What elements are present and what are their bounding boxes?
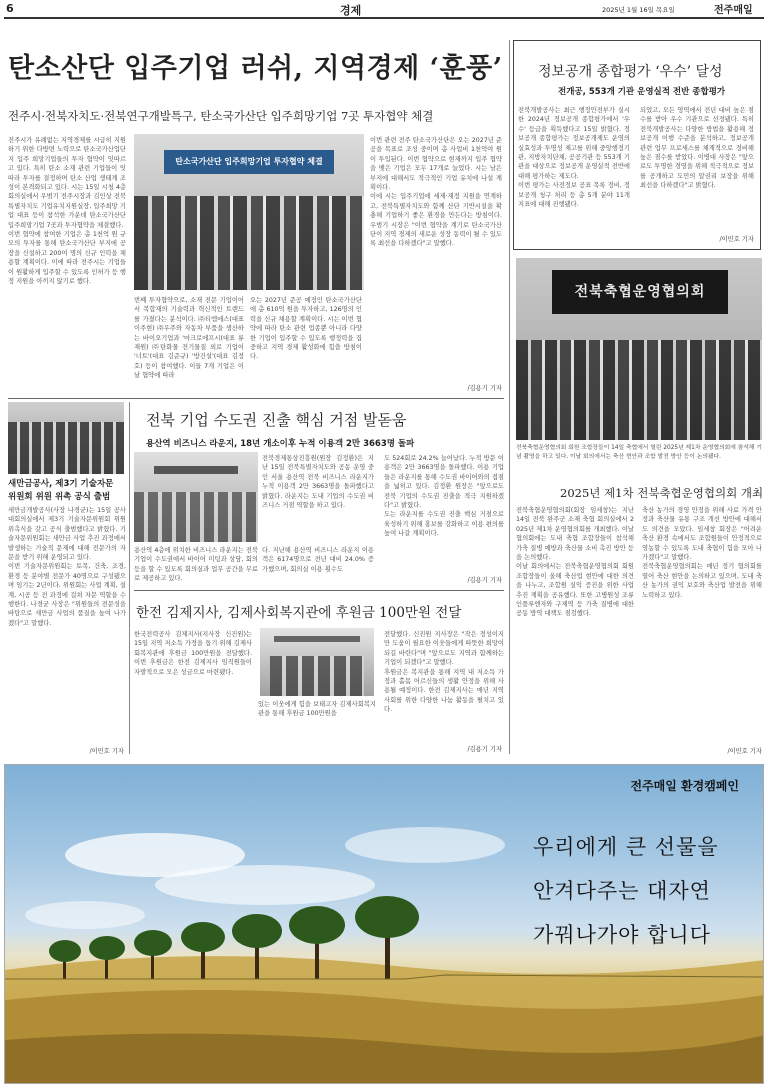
header-rule bbox=[4, 17, 764, 19]
article4-col2: 용산역 4층에 위치한 비즈니스 라운지는 전북 기업이 수도권에서 바이어 미팅과 상담, 회의 등을 할 수 있도록 회의실과 업무 공간을 무료로 제공하고 있다. bbox=[134, 547, 258, 583]
campaign-title: 전주매일 환경캠페인 bbox=[630, 779, 739, 793]
column-separator-left bbox=[129, 402, 130, 754]
campaign-line2: 안겨다주는 대자연 bbox=[533, 879, 711, 903]
article3-caption: 전북축협운영협의회 회원 조합장들이 14일 축협에서 열린 2025년 제1차 운영협의회에 참석해 기념 촬영을 하고 있다. 이날 회의에서는 축산 현안과 조합 발전 방안 등이 논의됐다. bbox=[516, 445, 762, 460]
article1-title: 탄소산단 입주기업 러쉬, 지역경제 ‘훈풍’ bbox=[8, 53, 503, 84]
campaign-ad bbox=[4, 764, 764, 1084]
article1-subtitle: 전주시·전북자치도·전북연구개발특구, 탄소국가산단 입주희망기업 7곳 투자협약 체결 bbox=[8, 109, 434, 123]
section-name: 경제 bbox=[340, 4, 362, 17]
article2-byline: /이민호 기자 bbox=[719, 236, 754, 243]
article2-col1: 전북개발공사는 최근 행정안전부가 실시한 2024년 정보공개 종합평가에서 '우수' 등급을 획득했다고 15일 밝혔다. 정보공개 종합평가는 정보공개제도 운영의 실효성과 투명성 제고를 위해 중앙행정기관, 지방자치단체, 공공기관 등 553개 기관을 대상으로 정보공개 운영실적 전반에 대해 평가하는 제도다. 이번 평가는 사전정보 공표 목록 정비, 정보공개 청구 처리 등 총 5개 분야 11개 지표에 대해 진행됐다. bbox=[518, 107, 630, 209]
article1-photo bbox=[134, 134, 364, 290]
article2-subtitle: 전개공, 553개 기관 운영실적 전반 종합평가 bbox=[558, 87, 726, 97]
article1-col4: 이번 관련 전주 탄소국가산단은 오는 2027년 준공을 목표로 조성 중이며 총 사업비 1천억여 원이 투입된다. 이번 협약으로 현재까지 입주 협약을 맺은 기업은 모두 17개로 늘었다. 시는 남은 부지에 대해서도 적극적인 기업 유치에 나설 계획이다. 이에 시는 입주기업에 세제·재정 지원을 연계하고, 전북특별자치도와 함께 산단 기반시설을 확충해 기업하기 좋은 환경을 만든다는 방침이다. 우범기 시장은 "이번 협약을 계기로 탄소국가산단이 지역 경제의 새로운 성장 동력이 될 수 있도록 최선을 다하겠다"고 말했다. bbox=[370, 137, 502, 248]
article2-col2: 되었고, 모든 영역에서 전년 대비 높은 점수를 받아 우수 기관으로 선정됐다. 특히 전북개발공사는 다양한 방법을 활용해 정보공개 이행 수준을 분석하고, 정보공개 관련 업무 프로세스를 체계적으로 정비해 높은 점수를 받았다. 이병대 사장은 "앞으로도 투명한 경영을 위해 적극적으로 정보를 공개하고 도민의 알권리 보장을 위해 최선을 다하겠다"고 밝혔다. bbox=[640, 107, 754, 190]
article1-col1: 전주시가 유례없는 지역경제를 시급히 지원하기 위한 다방면 노력으로 탄소국가산업단지 입주 희망기업들의 투자 협약이 잇따르고 있다. 특히 탄소 소재 관련 기업들이 잇따라 투자를 결정하며 탄소 산업 생태계 조성이 본격화되고 있다. 시는 15일 시청 4층 회의실에서 우범기 전주시장과 김인상 전북특별자치도 기업유치지원실장, 입주희망 기업 대표 등이 참석한 가운데 탄소국가산단 입주희망기업 7곳과 투자협약을 체결했다. 이번 협약에 참여한 기업은 총 1천억 원 규모의 투자를 통해 탄소국가산단 부지에 공장을 신설하고 200여 명의 신규 인력을 채용할 계획이다. 이에 따라 전주시는 기업들이 원활하게 입주할 수 있도록 인허가 등 행정 지원을 아끼지 않기로 했다. bbox=[8, 137, 126, 286]
article1-col2: 번째 투자협약으로, 소재 전문 기업이어서 복합재의 기술력과 혁신적인 트렌드를 가졌다는 분석이다. ㈜티엠에스(대표 이주현) ㈜우주와 자동차 부품을 생산하는 바이오기업과 '마크로에프시(대표 류재원) ㈜탄화물 전기물질 외로 기업이 '너트'(대표 김준규) '방건설'(대표 김정호) 등이 참여했다. 이들 7개 기업은 이날 협약에 따라 bbox=[134, 297, 244, 380]
article4-subtitle: 용산역 비즈니스 라운지, 18년 개소이후 누적 이용객 2만 3663명 돌파 bbox=[146, 439, 415, 449]
article3-title: 2025년 제1차 전북축협운영협의회 개최 bbox=[560, 486, 764, 500]
article4-col4: 도 524회로 24.2% 늘어났다. 누적 방문 이용객은 2만 3663명을 돌파했다. 이용 기업들은 라운지를 통해 수도권 바이어와의 접점을 넓히고 있다. 김정환 원장은 "앞으로도 전북 기업의 수도권 진출을 적극 지원하겠다"고 밝혔다. 도는 라운지를 수도권 진출 핵심 거점으로 육성하기 위해 홍보를 강화하고 이용 편의를 높여 나갈 계획이다. bbox=[384, 455, 504, 538]
photo-banner: 탄소국가산단 입주희망기업 투자협약 체결 bbox=[164, 150, 334, 174]
paper-name: 전주매일 bbox=[714, 5, 753, 16]
column-separator-right bbox=[509, 40, 510, 754]
issue-date: 2025년 1월 16일 목요일 bbox=[602, 6, 675, 14]
article3-byline: /이민호 기자 bbox=[727, 748, 762, 755]
article4-photo bbox=[134, 452, 258, 542]
article4-col1: 전북경제통상진흥원(원장 김정환)은 지난 15일 전북특별자치도와 공동 운영 중인 서울 용산역 전북 비즈니스 라운지가 누적 이용객 2만 3663명을 돌파했다고 밝혔다. 라운지는 도내 기업의 수도권 비즈니스 거점 역할을 하고 있다. bbox=[262, 455, 374, 510]
article5-title: 새만금공사, 제3기 기술자문 위원회 위원 위촉 공식 출범 bbox=[8, 479, 114, 502]
article5-photo bbox=[8, 402, 124, 474]
separator-2 bbox=[134, 590, 504, 591]
article3-col1: 전북축협운영협의회(회장 임세창)는 지난 14일 전북 완주군 소재 축협 회의실에서 2025년 제1차 운영협의회를 개최했다. 이날 협의회에는 도내 축협 조합장들이 참석해 가축 질병 예방과 축산물 소비 촉진 방안 등을 논의했다. 이날 회의에서는 전북축협운영협의회 회원 조합장들이 올해 축산업 현안에 대한 의견을 나누고, 조합원 실익 증진을 위한 사업 추진 계획을 공유했다. 또한 고병원성 조류인플루엔자와 구제역 등 가축 질병에 대한 공동 방역 대책도 점검했다. bbox=[516, 507, 634, 618]
article1-byline: /김용기 기자 bbox=[467, 385, 502, 392]
article6-col1: 한국전력공사 김제지사(지사장 신진원)는 15일 지역 저소득 가정을 돕기 위해 김제사회복지관에 후원금 100만원을 전달했다. 이번 후원금은 한전 김제지사 임직원들이 자발적으로 모은 성금으로 마련됐다. bbox=[134, 631, 252, 676]
article2-title: 정보공개 종합평가 ‘우수’ 달성 bbox=[538, 64, 723, 80]
article5-byline: /이민호 기자 bbox=[89, 748, 124, 755]
article3-col2: 축산 농가의 경영 안정을 위해 사료 가격 안정과 축산물 유통 구조 개선 방안에 대해서도 의견을 모았다. 임세창 회장은 "어려운 축산 환경 속에서도 조합원들이 안정적으로 영농할 수 있도록 도내 축협이 힘을 모아 나가겠다"고 말했다. 전북축협운영협의회는 매년 정기 협의회를 열어 축산 현안을 논의하고 있으며, 도내 축산 농가의 권익 보호와 축산업 발전을 위해 노력하고 있다. bbox=[642, 507, 762, 599]
article1-col3: 오는 2027년 준공 예정인 탄소국가산단에 총 610억 원을 투자하고, 126명의 인력을 신규 채용할 계획이다. 시는 이번 협약에 따라 탄소 관련 업종뿐 아니라 다양한 기업이 입주할 수 있도록 행정력을 집중하고 지역 경제 활성화에 힘쓸 방침이다. bbox=[250, 297, 362, 361]
campaign-line1: 우리에게 큰 선물을 bbox=[533, 835, 719, 859]
article5-body: 새만금개발공사(사장 나경균)는 15일 공사 대회의실에서 제3기 기술자문위원회 위원 위촉식을 갖고 공식 출범했다고 밝혔다. 기술자문위원회는 새만금 사업 추진 과정에서 발생하는 기술적 문제에 대해 전문가의 자문을 받기 위해 운영되고 있다. 이번 기술자문위원회는 토목, 건축, 조경, 환경 등 분야별 전문가 40명으로 구성됐으며 임기는 2년이다. 위원회는 사업 계획, 설계, 시공 등 전 과정에 걸쳐 자문 역할을 수행한다. 나경균 사장은 "위원들의 전문성을 바탕으로 새만금 사업의 품질을 높여 나가겠다"고 말했다. bbox=[8, 507, 126, 627]
article3-photo bbox=[516, 258, 762, 440]
article4-title: 전북 기업 수도권 진출 핵심 거점 발돋움 bbox=[146, 411, 407, 429]
separator-1 bbox=[8, 398, 504, 399]
article6-col2: 있는 이웃에게 힘을 보태고자 김제사회복지관을 통해 후원금 100만원을 bbox=[258, 701, 376, 718]
campaign-line3: 가꿔나가야 합니다 bbox=[533, 923, 711, 947]
article4-col3: 다. 지난해 용산역 비즈니스 라운지 이용객은 6174명으로 전년 대비 24.0% 증가했으며, 회의실 이용 횟수도 bbox=[262, 547, 374, 573]
article6-photo bbox=[260, 628, 374, 696]
article3-photo-banner: 전북축협운영협의회 bbox=[552, 270, 728, 314]
article6-byline: /김용기 기자 bbox=[467, 746, 502, 753]
article6-title: 한전 김제지사, 김제사회복지관에 후원금 100만원 전달 bbox=[136, 605, 462, 621]
article6-col3: 전달했다. 신진원 지사장은 "작은 정성이지만 도움이 필요한 이웃들에게 따뜻한 희망이 되길 바란다"며 "앞으로도 지역과 함께하는 기업이 되겠다"고 말했다. 후원금은 복지관을 통해 지역 내 저소득 가정과 홀몸 어르신들의 생활 안정을 위해 사용될 예정이다. 한전 김제지사는 매년 지역 사회를 위한 다양한 나눔 활동을 펼치고 있다. bbox=[384, 631, 504, 714]
page-number: 6 bbox=[6, 2, 14, 15]
article4-byline: /김용기 기자 bbox=[467, 577, 502, 584]
